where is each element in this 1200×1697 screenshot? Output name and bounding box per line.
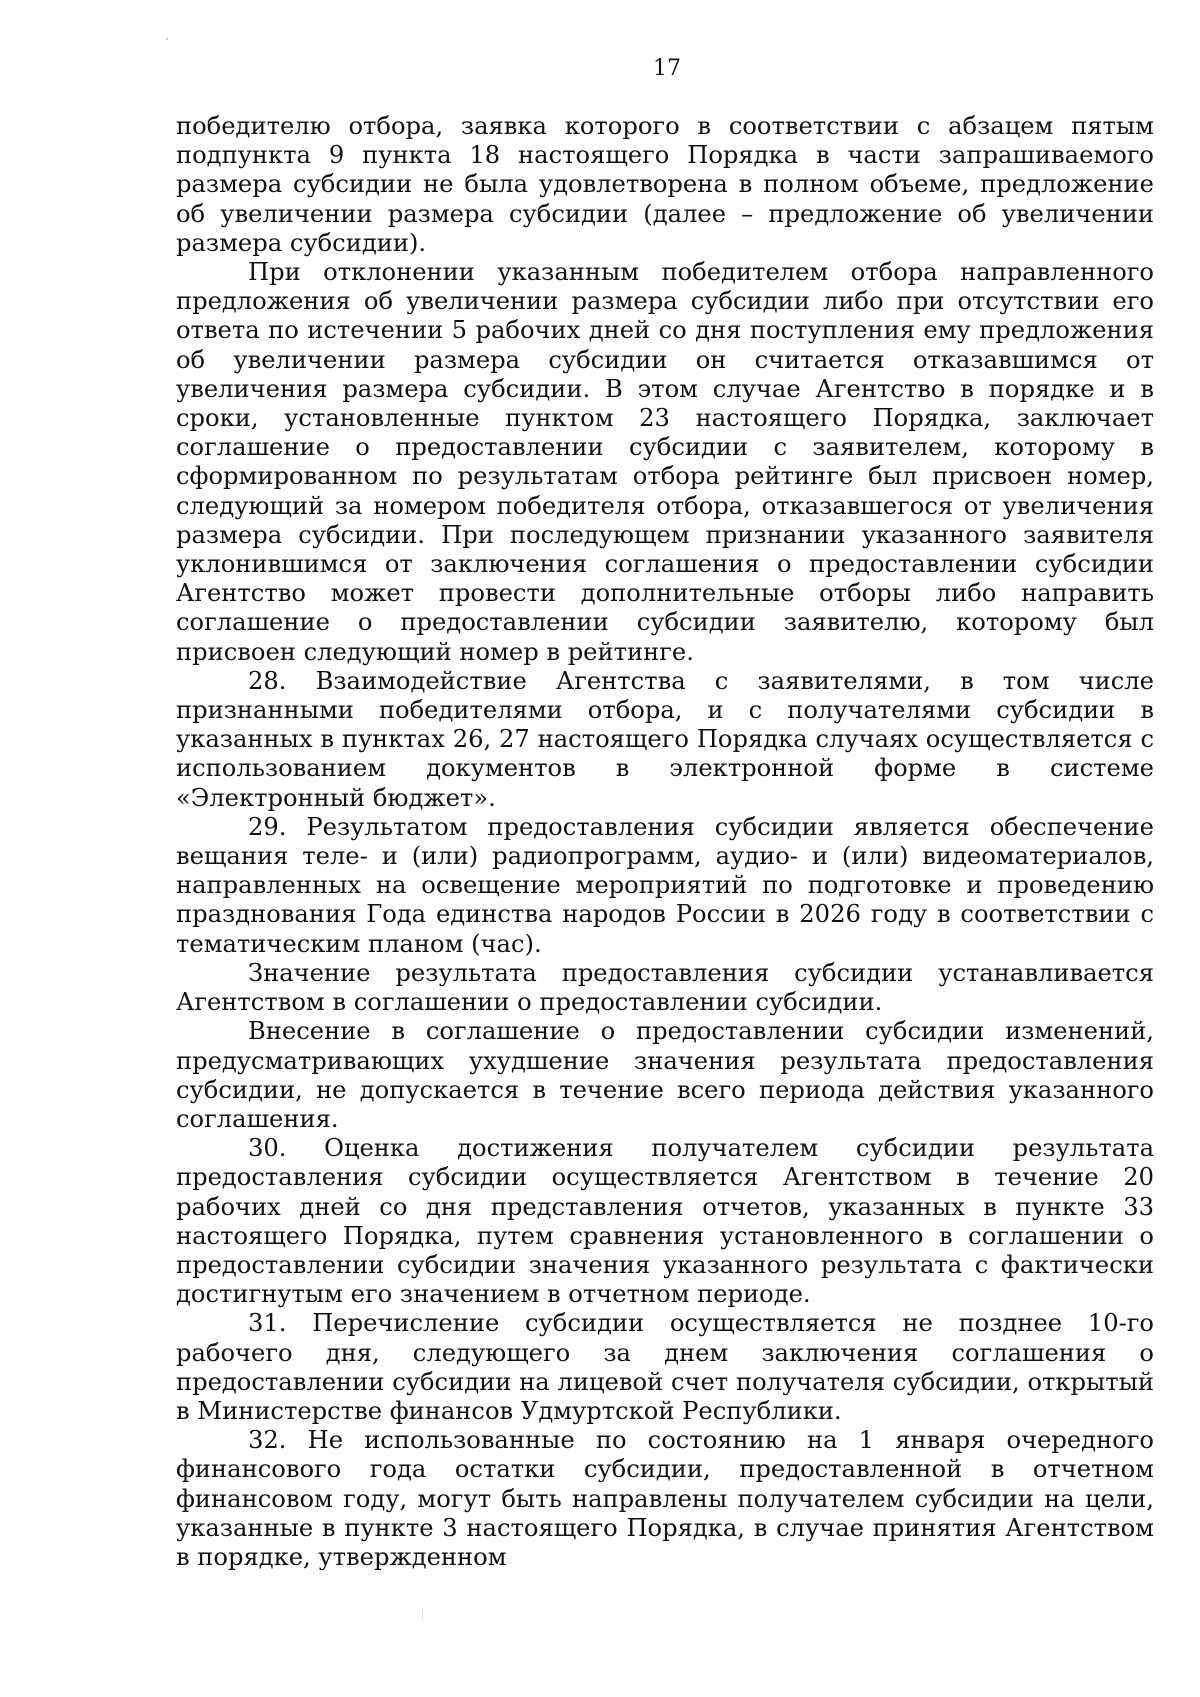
paragraph-28-interaction: 28. Взаимодействие Агентства с заявителями, в том числе признанными победителями отбора, и с получателями субсидии в указанных в пунктах 26, 27 настоящего Порядка случаях осуществляется с использованием документов в электронной форме в системе «Электронный бюджет». [176, 666, 1154, 812]
scan-artifact [422, 1608, 423, 1620]
document-body [176, 112, 1154, 1572]
scan-artifact [166, 38, 168, 40]
paragraph-29-result: 29. Результатом предоставления субсидии является обеспечение вещания теле- и (или) радиопрограмм, аудио- и (или) видеоматериалов, направленных на освещение мероприятий по подготовке и проведению празднования Года единства народов России в 2026 году в соответствии с тематическим планом (час). [176, 812, 1154, 958]
page-number: 17 [653, 56, 681, 81]
paragraph-32-unused-balances: 32. Не использованные по состоянию на 1 января очередного финансового года остатки субсидии, предоставленной в отчетном финансовом году, могут быть направлены получателем субсидии на цели, указанные в пункте 3 настоящего Порядка, в случае принятия Агентством в порядке, утвержденном [176, 1426, 1154, 1571]
paragraph-30-assessment: 30. Оценка достижения получателем субсидии результата предоставления субсидии осуществляется Агентством в течение 20 рабочих дней со дня представления отчетов, указанных в пункте 33 настоящего Порядка, путем сравнения установленного в соглашении о предоставлении субсидии значения указанного результата с фактически достигнутым его значением в отчетном периоде. [176, 1134, 1154, 1309]
paragraph-result-value: Значение результата предоставления субсидии устанавливается Агентством в соглашении о предоставлении субсидии. [176, 958, 1154, 1017]
paragraph-31-transfer: 31. Перечисление субсидии осуществляется не позднее 10-го рабочего дня, следующего за днем заключения соглашения о предоставлении субсидии на лицевой счет получателя субсидии, открытый в Министерстве финансов Удмуртской Республики. [176, 1309, 1154, 1425]
paragraph-rejection-of-proposal: При отклонении указанным победителем отбора направленного предложения об увеличении размера субсидии либо при отсутствии его ответа по истечении 5 рабочих дней со дня поступления ему предложения об увеличении размера субсидии он считается отказавшимся от увеличения размера субсидии. В этом случае Агентство в порядке и в сроки, установленные пунктом 23 настоящего Порядка, заключает соглашение о предоставлении субсидии с заявителем, которому в сформированном по результатам отбора рейтинге был присвоен номер, следующий за номером победителя отбора, отказавшегося от увеличения размера субсидии. При последующем признании указанного заявителя уклонившимся от заключения соглашения о предоставлении субсидии Агентство может провести дополнительные отборы либо направить соглашение о предоставлении субсидии заявителю, которому был присвоен следующий номер в рейтинге. [176, 258, 1154, 666]
paragraph-continuation: победителю отбора, заявка которого в соответствии с абзацем пятым подпункта 9 пункта 18 настоящего Порядка в части запрашиваемого размера субсидии не была удовлетворена в полном объеме, предложение об увеличении размера субсидии (далее – предложение об увеличении размера субсидии). [176, 112, 1154, 257]
paragraph-agreement-changes: Внесение в соглашение о предоставлении субсидии изменений, предусматривающих ухудшение значения результата предоставления субсидии, не допускается в течение всего периода действия указанного соглашения. [176, 1017, 1154, 1133]
